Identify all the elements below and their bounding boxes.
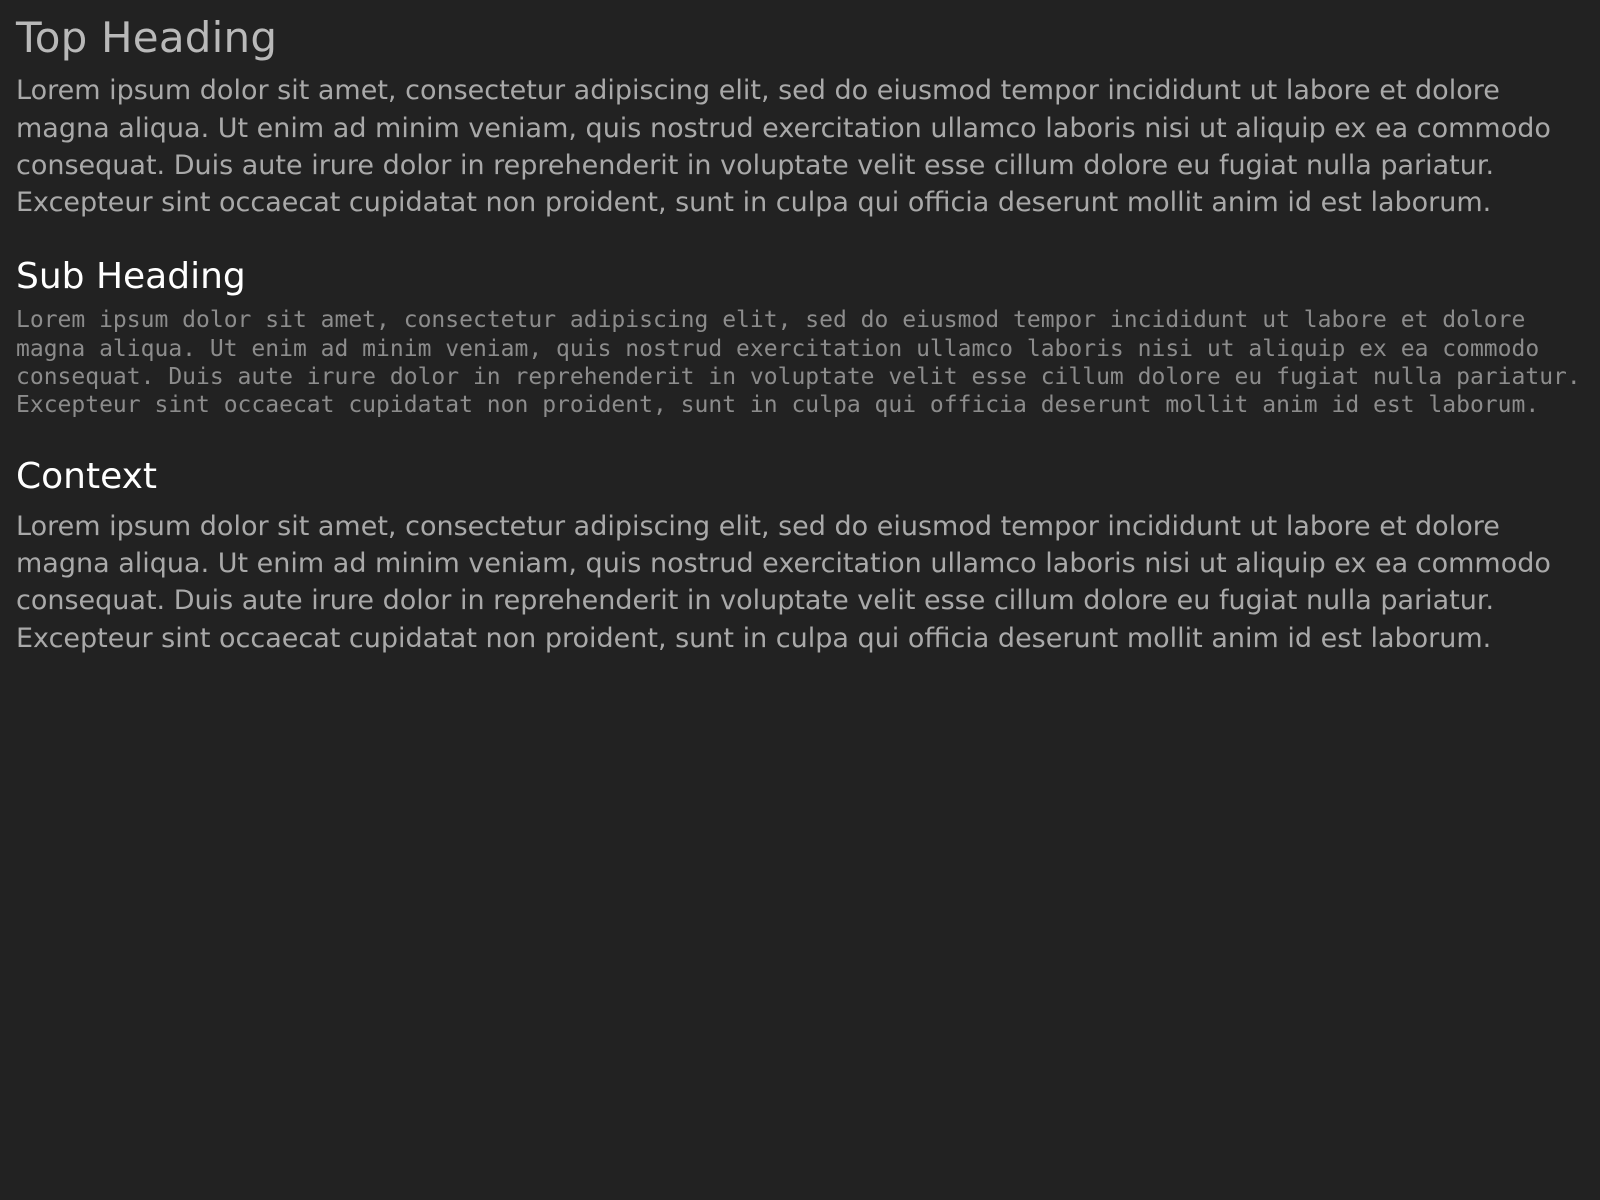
sub-heading: Sub Heading bbox=[16, 256, 246, 298]
intro-paragraph: Lorem ipsum dolor sit amet, consectetur adipiscing elit, sed do eiusmod tempor incididunt ut labore et dolore magna aliqua. Ut enim ad minim veniam, quis nostrud exercitation ullamco laboris nisi ut aliquip ex ea commodo consequat. Duis aute irure dolor in reprehenderit in voluptate velit esse cillum dolore eu fugiat nulla pariatur. Excepteur sint occaecat cupidatat non proident, sunt in culpa qui officia deserunt mollit anim id est laborum. bbox=[16, 75, 1551, 219]
context-heading: Context bbox=[16, 455, 158, 497]
page-title: Top Heading bbox=[16, 13, 278, 62]
context-paragraph: Lorem ipsum dolor sit amet, consectetur adipiscing elit, sed do eiusmod tempor incididunt ut labore et dolore magna aliqua. Ut enim ad minim veniam, quis nostrud exercitation ullamco laboris nisi ut aliquip ex ea commodo consequat. Duis aute irure dolor in reprehenderit in voluptate velit esse cillum dolore eu fugiat nulla pariatur. Excepteur sint occaecat cupidatat non proident, sunt in culpa qui officia deserunt mollit anim id est laborum. bbox=[16, 510, 1551, 654]
sub-heading-paragraph: Lorem ipsum dolor sit amet, consectetur adipiscing elit, sed do eiusmod tempor incididunt ut labore et dolore magna aliqua. Ut enim ad minim veniam, quis nostrud exercitation ullamco laboris nisi ut aliquip ex ea commodo consequat. Duis aute irure dolor in reprehenderit in voluptate velit esse cillum dolore eu fugiat nulla pariatur. Excepteur sint occaecat cupidatat non proident, sunt in culpa qui officia deserunt mollit anim id est laborum. bbox=[16, 307, 1581, 418]
